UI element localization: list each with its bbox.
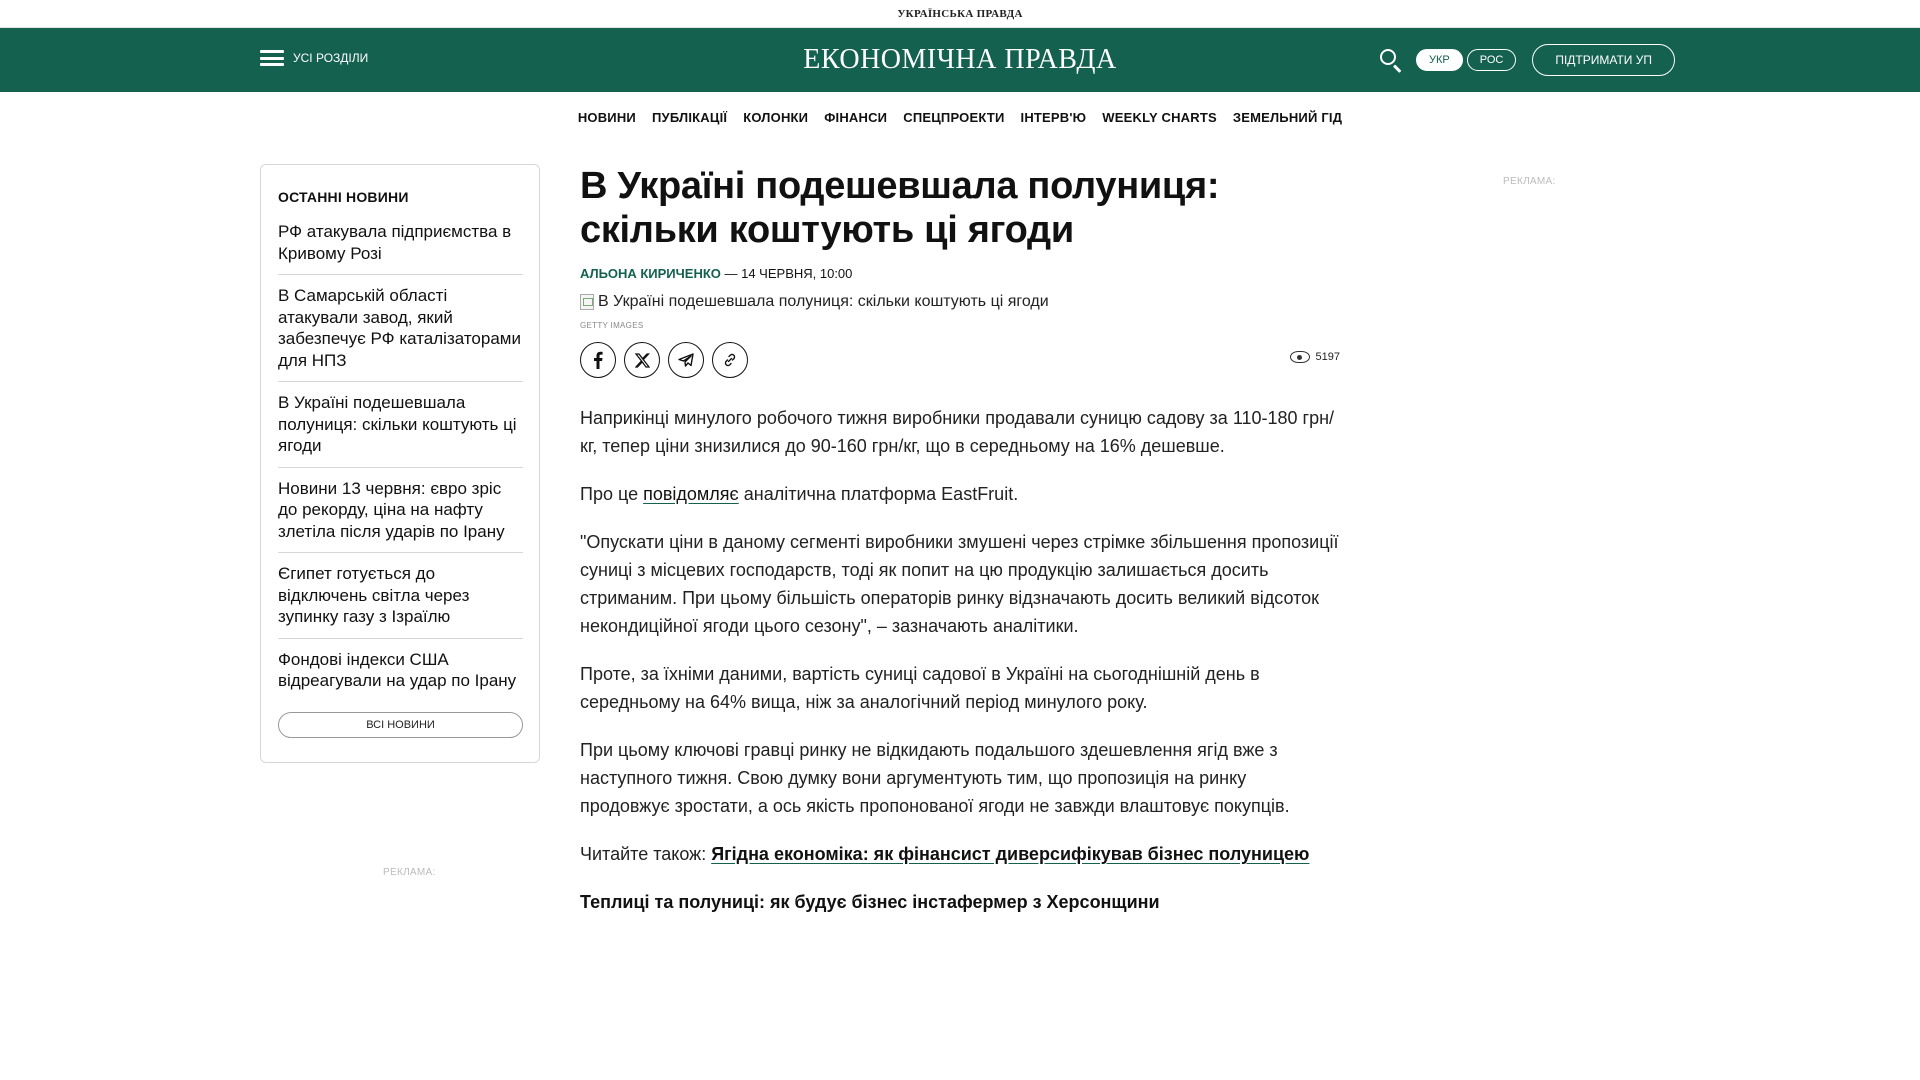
- all-sections-label: УСІ РОЗДІЛИ: [293, 51, 369, 65]
- news-list: [278, 215, 523, 702]
- nav-item-finance[interactable]: ФІНАНСИ: [824, 109, 888, 125]
- support-button[interactable]: ПІДТРИМАТИ УП: [1532, 44, 1675, 76]
- article-body: [580, 404, 1340, 916]
- nav-item-interview[interactable]: ІНТЕРВ'Ю: [1020, 109, 1087, 125]
- nav-item-weekly-charts[interactable]: WEEKLY CHARTS: [1102, 109, 1217, 125]
- nav-item-land-guide[interactable]: ЗЕМЕЛЬНИЙ ГІД: [1232, 109, 1343, 125]
- site-header: [0, 28, 1920, 92]
- article-title: В Україні подешевшала полуниця: скільки коштують ці ягоди: [580, 165, 1220, 251]
- nav-item-news[interactable]: НОВИНИ: [577, 109, 636, 125]
- news-item[interactable]: В Україні подешевшала полуниця: скільки коштують ці ягоди: [278, 382, 523, 468]
- paragraph-text: Про це: [580, 484, 644, 504]
- article-image-alt: В Україні подешевшала полуниця: скільки коштують ці ягоди: [598, 293, 1049, 310]
- paragraph: Проте, за їхніми даними, вартість суниці садової в Україні на сьогоднішній день в середньому на 64% вища, ніж за аналогічний період минулого року.: [580, 664, 1260, 712]
- latest-news-heading: ОСТАННІ НОВИНИ: [278, 189, 409, 205]
- broken-image-icon: [580, 294, 594, 310]
- page-content: [0, 134, 1920, 1080]
- all-sections-button[interactable]: [260, 50, 368, 66]
- nav-item-special-projects[interactable]: СПЕЦПРОЕКТИ: [903, 109, 1005, 125]
- x-share-button[interactable]: [624, 342, 660, 378]
- link-icon: [722, 352, 738, 368]
- telegram-share-button[interactable]: [668, 342, 704, 378]
- eye-icon: [1290, 351, 1310, 363]
- news-item[interactable]: В Самарській області атакували завод, який забезпечує РФ каталізаторами для НПЗ: [278, 275, 523, 382]
- paragraph-text: аналітична платформа EastFruit.: [738, 484, 1019, 504]
- publish-date: 14 ЧЕРВНЯ, 10:00: [741, 266, 853, 281]
- copy-link-button[interactable]: [712, 342, 748, 378]
- top-strip: [0, 0, 1920, 28]
- facebook-share-button[interactable]: [580, 342, 616, 378]
- all-news-button[interactable]: ВСІ НОВИНИ: [278, 712, 523, 738]
- article-image: [580, 293, 1340, 311]
- news-item[interactable]: Фондові індекси США відреагували на удар по Ірану: [278, 649, 517, 690]
- paragraph: [580, 888, 1340, 916]
- author-link[interactable]: АЛЬОНА КИРИЧЕНКО: [580, 266, 721, 281]
- related-article-link[interactable]: Теплиці та полуниці: як будує бізнес інстафермер з Херсонщини: [580, 892, 1160, 912]
- nav-item-columns[interactable]: КОЛОНКИ: [743, 109, 809, 125]
- telegram-icon: [678, 353, 694, 367]
- search-icon[interactable]: [1378, 47, 1404, 73]
- paragraph: [580, 480, 1340, 508]
- facebook-icon: [593, 351, 603, 369]
- paragraph: "Опускати ціни в даному сегменті виробники змушені через стрімке збільшення пропозиції суниці з місцевих господарств, тоді як попит на цю продукцію залишається досить стриманим. При цьому більшість операторів ринку відзначають досить великий відсоток некондиційної ягоди цього сезону", – зазначають аналітики.: [580, 532, 1339, 636]
- category-nav: [0, 92, 1920, 134]
- x-icon: [635, 353, 650, 368]
- source-link[interactable]: повідомляє: [643, 484, 739, 504]
- views-counter: [1290, 351, 1340, 363]
- paragraph: При цьому ключові гравці ринку не відкидають подальшого здешевлення ягід вже з наступного тижня. Свою думку вони аргументують тим, що пропозиція на ринку продовжує зростати, а ось якість пропонованої ягоди не завжди влаштовує покупців.: [580, 740, 1290, 816]
- ad-label: РЕКЛАМА:: [383, 867, 436, 878]
- hamburger-icon: [260, 50, 284, 66]
- news-item[interactable]: Новини 13 червня: євро зріс до рекорду, ціна на нафту злетіла після ударів по Ірану: [278, 468, 523, 554]
- read-also-link[interactable]: Ягідна економіка: як фінансист диверсифікував бізнес полуницею: [711, 844, 1310, 864]
- news-item[interactable]: РФ атакувала підприємства в Кривому Розі: [278, 215, 523, 275]
- read-also-label: Читайте також:: [580, 844, 712, 864]
- paragraph: Наприкінці минулого робочого тижня виробники продавали суницю садову за 110-180 грн/кг, тепер ціни знизилися до 90-160 грн/кг, що в середньому на 16% дешевше.: [580, 408, 1335, 456]
- ukrainska-pravda-logo[interactable]: УКРАЇНСЬКА ПРАВДА: [897, 7, 1023, 20]
- byline-separator: —: [720, 266, 742, 281]
- site-logo[interactable]: ЕКОНОМІЧНА ПРАВДА: [803, 44, 1117, 75]
- article: [580, 164, 1340, 936]
- byline: [580, 266, 1340, 281]
- image-credit: GETTY IMAGES: [580, 321, 644, 330]
- latest-news-sidebar: [260, 164, 540, 763]
- views-count: 5197: [1315, 351, 1340, 363]
- header-tools: [1378, 44, 1675, 76]
- nav-item-publications[interactable]: ПУБЛІКАЦІЇ: [651, 109, 728, 125]
- share-row: [580, 342, 1340, 378]
- ad-label: РЕКЛАМА:: [1503, 176, 1556, 187]
- news-item[interactable]: Єгипет готується до відключень світла через зупинку газу з Ізраїлю: [278, 553, 523, 639]
- lang-ukr-button[interactable]: УКР: [1416, 49, 1463, 71]
- read-also: [580, 840, 1340, 868]
- lang-ros-button[interactable]: РОС: [1467, 49, 1517, 71]
